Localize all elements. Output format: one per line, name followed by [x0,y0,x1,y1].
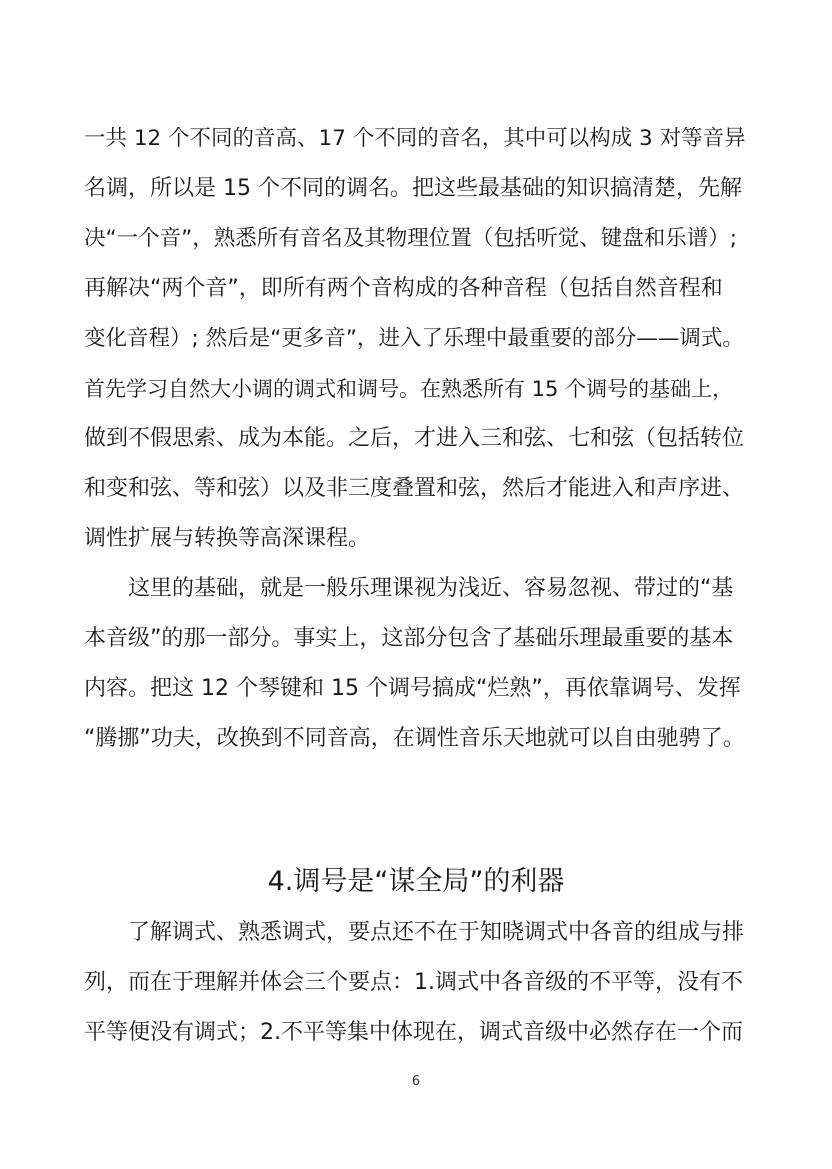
paragraph-line: 名调，所以是 15 个不同的调名。把这些最基础的知识搞清楚，先解 [84,176,742,201]
paragraph-line: 调性扩展与转换等高深课程。 [84,526,371,551]
section-heading: 4.调号是“谋全局”的利器 [267,866,565,897]
paragraph-line: 再解决“两个音”，即所有两个音构成的各种音程（包括自然音程和 [84,276,723,301]
page-number: 6 [411,1074,421,1089]
paragraph-line: 这里的基础，就是一般乐理课视为浅近、容易忽视、带过的“基 [128,576,734,601]
paragraph-line: 本音级”的那一部分。事实上，这部分包含了基础乐理最重要的基本 [84,626,734,651]
paragraph-line: 列，而在于理解并体会三个要点：1.调式中各音级的不平等，没有不 [84,970,743,995]
paragraph-line: 和变和弦、等和弦）以及非三度叠置和弦，然后才能进入和声序进、 [84,476,745,501]
paragraph-line: 首先学习自然大小调的调式和调号。在熟悉所有 15 个调号的基础上， [84,377,734,401]
paragraph-line: 了解调式、熟悉调式，要点还不在于知晓调式中各音的组成与排 [128,920,745,945]
paragraph-line: 一共 12 个不同的音高、17 个不同的音名，其中可以构成 3 对等音异 [84,126,746,151]
paragraph-line: 决“一个音”，熟悉所有音名及其物理位置（包括听觉、键盘和乐谱）; [84,226,738,251]
paragraph-line: “腾挪”功夫，改换到不同音高，在调性音乐天地就可以自由驰骋了。 [84,726,745,751]
paragraph-line: 变化音程）; 然后是“更多音”，进入了乐理中最重要的部分——调式。 [84,326,744,351]
paragraph-line: 内容。把这 12 个琴键和 15 个调号搞成“烂熟”，再依靠调号、发挥 [84,676,741,701]
paragraph-line: 平等便没有调式；2.不平等集中体现在，调式音级中必然存在一个而 [84,1020,743,1045]
paragraph-line: 做到不假思索、成为本能。之后，才进入三和弦、七和弦（包括转位 [84,426,745,451]
